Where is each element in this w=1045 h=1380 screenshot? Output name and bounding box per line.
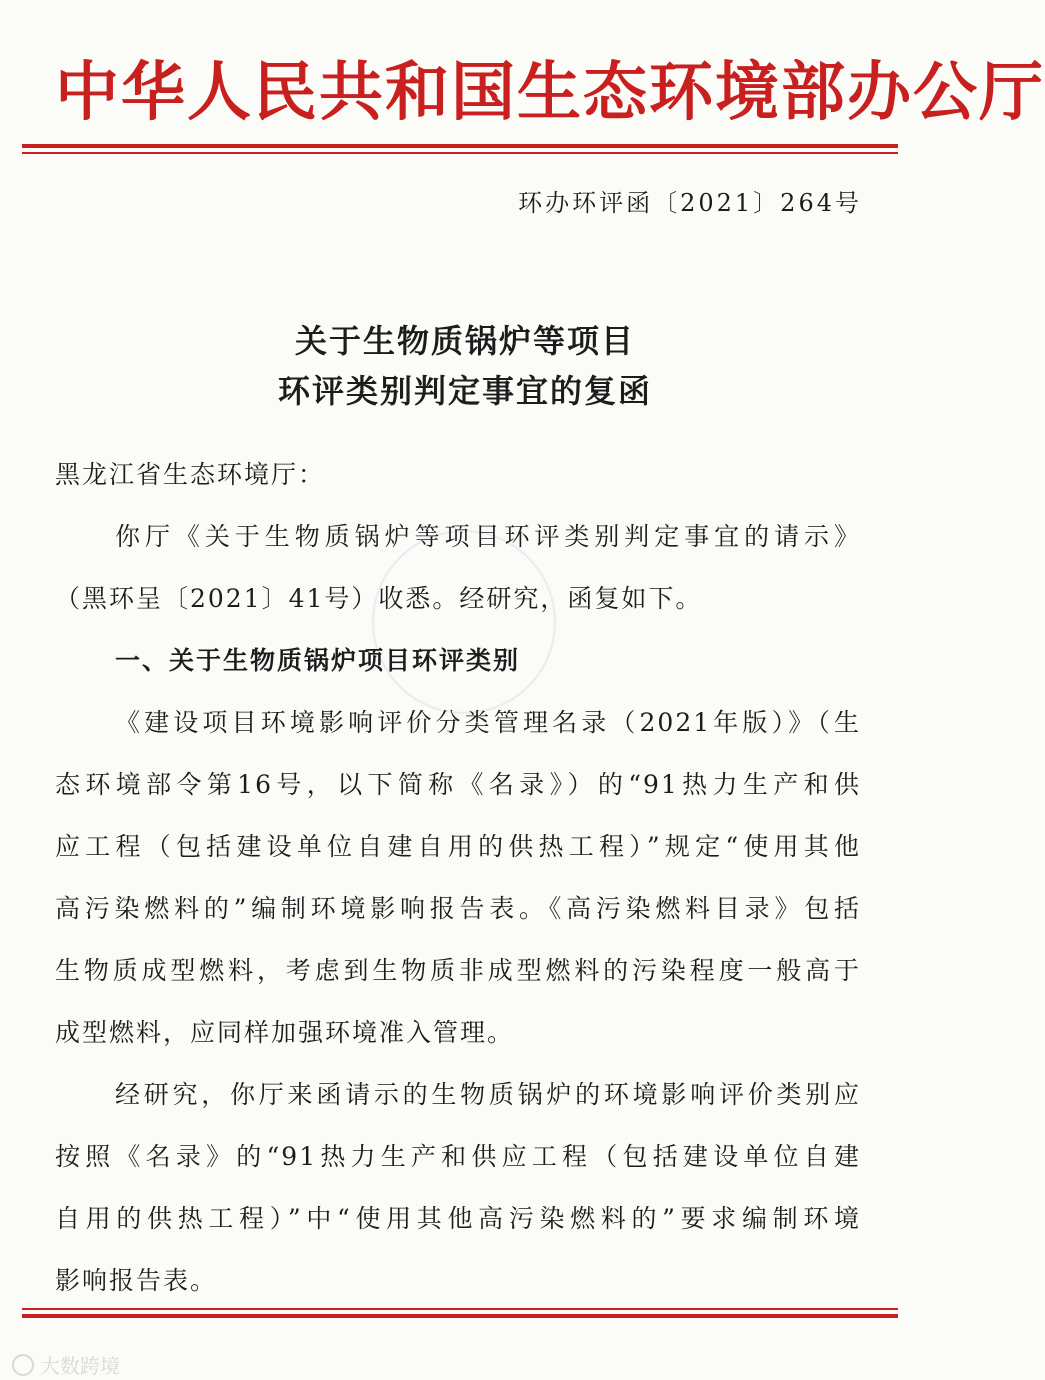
- paragraph-3-line-4: 影响报告表。: [55, 1266, 218, 1295]
- document-title-line-1: 关于生物质锅炉等项目: [294, 322, 635, 360]
- watermark-text: 大数跨境: [40, 1354, 120, 1378]
- letterhead-rule-top-thin: [22, 152, 898, 154]
- paragraph-2-line-6: 成型燃料，应同样加强环境准入管理。: [55, 1018, 515, 1047]
- faint-seal-stamp: [372, 530, 556, 714]
- paragraph-3-line-1: 经研究，你厅来函请示的生物质锅炉的环境影响评价类别应: [115, 1080, 861, 1109]
- footer-rule-thin: [22, 1308, 898, 1310]
- document-number: 环办环评函〔2021〕264号: [518, 189, 862, 217]
- paragraph-2-line-2: 态环境部令第16号，以下简称《名录》）的“91热力生产和供: [55, 770, 861, 799]
- paragraph-2-line-3: 应工程（包括建设单位自建自用的供热工程）”规定“使用其他: [55, 832, 861, 861]
- paragraph-1-line-2: （黑环呈〔2021〕41号）收悉。经研究，函复如下。: [55, 584, 703, 613]
- paragraph-2-line-5: 生物质成型燃料，考虑到生物质非成型燃料的污染程度一般高于: [55, 956, 861, 985]
- recipient: 黑龙江省生态环境厅：: [55, 460, 326, 489]
- watermark-logo-icon: [12, 1354, 34, 1376]
- paragraph-2-line-4: 高污染燃料的”编制环境影响报告表。《高污染燃料目录》包括: [55, 894, 861, 923]
- paragraph-1-line-1: 你厅《关于生物质锅炉等项目环评类别判定事宜的请示》: [115, 522, 861, 551]
- watermark: [12, 1350, 120, 1379]
- document-title-line-2: 环评类别判定事宜的复函: [277, 372, 652, 410]
- paragraph-3-line-3: 自用的供热工程）”中“使用其他高污染燃料的”要求编制环境: [55, 1204, 861, 1233]
- letterhead-rule-top-thick: [22, 144, 898, 148]
- footer-rule-thick: [22, 1314, 898, 1318]
- paragraph-3-line-2: 按照《名录》的“91热力生产和供应工程（包括建设单位自建: [55, 1142, 861, 1171]
- letterhead-agency-name: 中华人民共和国生态环境部办公厅: [55, 56, 1045, 130]
- paragraph-2-line-1: 《建设项目环境影响评价分类管理名录（2021年版）》（生: [115, 708, 861, 737]
- section-1-heading: 一、关于生物质锅炉项目环评类别: [115, 646, 521, 675]
